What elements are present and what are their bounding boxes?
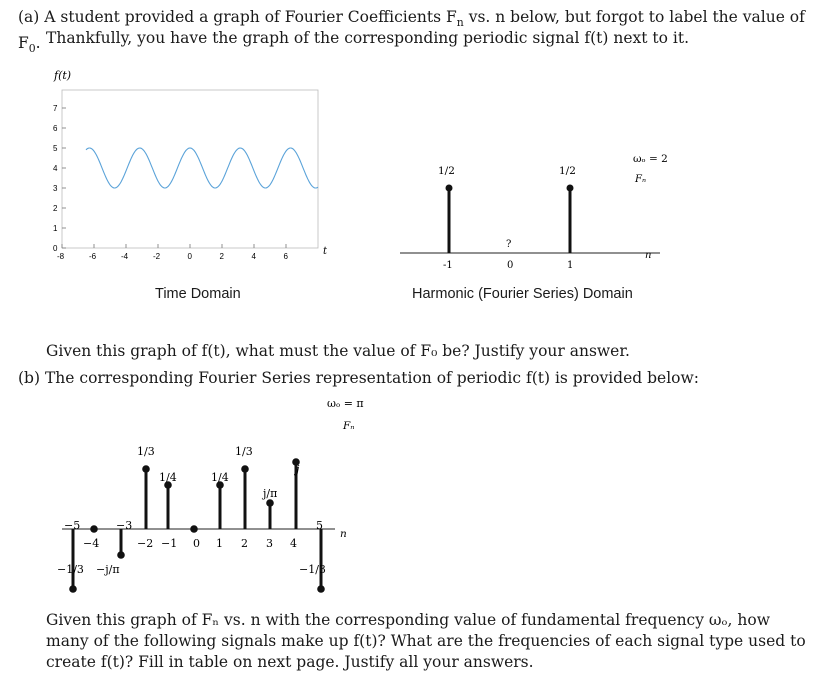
xtick-label: -8 (57, 252, 65, 261)
xtick-label: -4 (121, 252, 129, 261)
time-plot-ylabel: f(t) (54, 69, 72, 82)
pb-n-minus4: −4 (83, 537, 100, 550)
pb-n-5: 5 (316, 519, 323, 532)
time-plot-axes (62, 90, 318, 248)
pb-label-f-minus1: 1/4 (159, 471, 177, 484)
pb-n-4: 4 (290, 537, 297, 550)
pb-label-f-minus2: 1/3 (235, 445, 253, 458)
harmonic-domain-title: Harmonic (Fourier Series) Domain (412, 286, 633, 302)
part-b-closing: Given this graph of Fₙ vs. n with the corresponding value of fundamental frequency ωₒ, how many of the following signals make up f(t)? What are the frequencies of each signal type used to create f(t)? Fill in table on next page. Justify all your answers. (46, 611, 806, 671)
pb-n-3: 3 (266, 537, 273, 550)
stem-dot-n2 (241, 465, 249, 473)
stem-dot-n-5 (69, 585, 77, 593)
pb-label-f2: 1/3 (137, 445, 155, 458)
ytick-label: 1 (53, 224, 58, 233)
part-a-marker: (a) (18, 8, 40, 26)
stem-dot-n-2 (142, 465, 150, 473)
stem-dot-n0 (190, 525, 198, 533)
ytick-label: 0 (53, 244, 58, 253)
part-a-line2: Thankfully, you have the graph of the corresponding periodic signal f(t) next to it. (46, 29, 689, 47)
part-b-text (18, 368, 818, 389)
harmonic-xtick-0: 0 (507, 260, 514, 271)
ytick-label: 5 (53, 144, 58, 153)
ytick-label: 7 (53, 104, 58, 113)
pb-n-minus3: −3 (116, 519, 133, 532)
part-a-line1: A student provided a graph of Fourier Coefficients $F_n$ vs. n below, but forgot to label the value of $F_0$. (18, 8, 805, 56)
stem-dot-n-4 (90, 525, 98, 533)
part-b-stem-plot (40, 392, 420, 582)
part-b-intro: The corresponding Fourier Series representation of periodic f(t) is provided below: (44, 369, 699, 387)
unknown-f0-label: ? (506, 239, 512, 250)
xtick-label: 4 (251, 252, 256, 261)
time-plot-yticks (53, 104, 66, 253)
pb-n-minus1: −1 (161, 537, 178, 550)
xtick-label: -2 (153, 252, 161, 261)
time-plot-frame (62, 90, 318, 248)
pb-label-f4: j (296, 463, 300, 476)
xtick-label: 6 (283, 252, 288, 261)
part-a-question: Given this graph of f(t), what must the value of F₀ be? Justify your answer. (46, 342, 630, 360)
pb-label-f1: 1/4 (211, 471, 229, 484)
pb-n-0: 0 (193, 537, 200, 550)
xtick-label: -6 (89, 252, 97, 261)
harmonic-xlabel: n (645, 250, 652, 261)
stem-dot-n-minus1 (446, 185, 453, 192)
harmonic-xtick-1: 1 (567, 260, 574, 271)
ytick-label: 3 (53, 184, 58, 193)
pb-label-f-minus5: −1/3 (57, 563, 84, 576)
stem-label-1: 1/2 (559, 165, 576, 177)
pb-n-minus5: −5 (64, 519, 81, 532)
pb-ylabel: Fₙ (343, 420, 355, 432)
time-domain-plot (40, 62, 380, 272)
stem-dot-n3 (266, 499, 274, 507)
pb-n-1: 1 (216, 537, 223, 550)
harmonic-xtick-minus1: -1 (443, 260, 453, 271)
harmonic-ylabel: Fₙ (635, 174, 646, 185)
time-plot-wave (86, 148, 318, 188)
stem-dot-n-3 (117, 551, 125, 559)
harmonic-plot (390, 148, 680, 278)
time-plot-xlabel: t (323, 246, 328, 257)
pb-label-f5: −1/3 (299, 563, 326, 576)
harmonic-omega: ωₒ = 2 (633, 153, 668, 165)
pb-label-f3: j/π (263, 487, 278, 500)
xtick-label: 2 (219, 252, 224, 261)
ytick-label: 6 (53, 124, 58, 133)
pb-n-2: 2 (241, 537, 248, 550)
time-domain-title: Time Domain (155, 286, 241, 302)
ytick-label: 2 (53, 204, 58, 213)
ytick-label: 4 (53, 164, 58, 173)
pb-xlabel: n (340, 528, 347, 540)
pb-label-f-minus3: −j/π (96, 563, 120, 576)
stem-label-minus1: 1/2 (438, 165, 455, 177)
time-plot-xticks (57, 244, 289, 261)
pb-omega: ωₒ = π (327, 397, 364, 410)
xtick-label: 0 (187, 252, 192, 261)
stem-dot-n5 (317, 585, 325, 593)
stem-dot-n-1 (567, 185, 574, 192)
pb-n-minus2: −2 (137, 537, 154, 550)
part-b-marker: (b) (18, 369, 41, 387)
